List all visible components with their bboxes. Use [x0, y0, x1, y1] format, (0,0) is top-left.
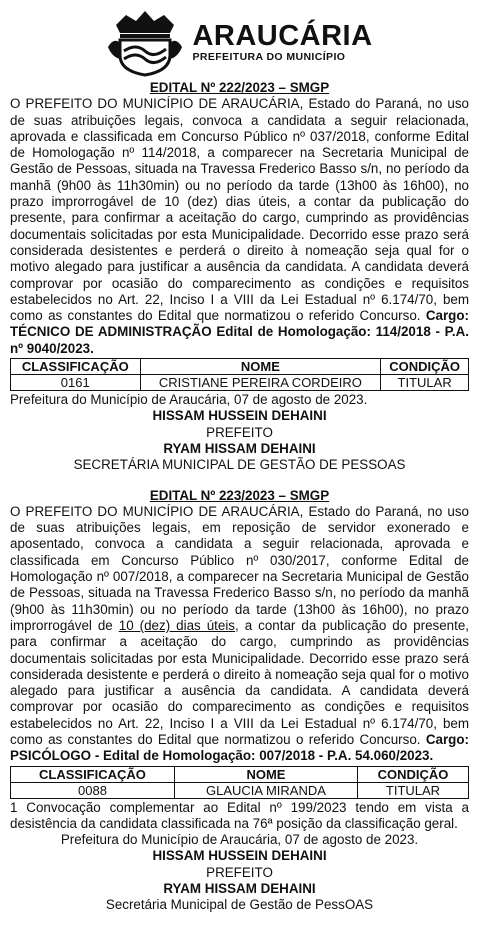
edital-223-title: EDITAL Nº 223/2023 – SMGP	[149, 487, 330, 503]
signer-1-name: HISSAM HUSSEIN DEHAINI	[152, 408, 327, 424]
masthead	[10, 0, 469, 80]
table-header-row	[11, 766, 469, 782]
col-classificacao: CLASSIFICAÇÃO	[11, 359, 141, 375]
edital-223-body	[10, 504, 469, 765]
signer-2-role: SECRETÁRIA MUNICIPAL DE GESTÃO DE PESSOAS	[73, 457, 406, 473]
edital-223-text-b: , a contar da publicação do presente, para confirmar a aceitação do cargo, cumprindo as providências documentais solicitadas por esta Municipalidade. Decorrido esse prazo será considerada desistente e perderá o direito à nomeação seja qual for o motivo alegado para justificar a ausência da candidata. A candidata deverá comprovar por ocasião do comparecimento as condições e requisitos estabelecidos no Art. 22, Inciso I a VIII da Lei Estadual nº 6.174/70, bem como as constantes do Edital que normatizou o referido Concurso.	[10, 617, 469, 747]
edital-223-note: 1 Convocação complementar ao Edital nº 199/2023 tendo em vista a desistência da candidata classificada na 76ª posição da classificação geral.	[10, 799, 469, 831]
signer-1-role: PREFEITO	[206, 864, 273, 880]
table-header-row	[11, 359, 469, 375]
brand-subtitle: PREFEITURA DO MUNICÍPIO	[192, 51, 346, 63]
table-row	[11, 782, 469, 798]
edital-222-table	[10, 358, 469, 391]
col-nome: NOME	[174, 766, 357, 782]
cell-condicao: TITULAR	[381, 375, 469, 391]
brand-name: ARAUCÁRIA	[192, 20, 373, 52]
col-nome: NOME	[140, 359, 381, 375]
cell-nome: GLAUCIA MIRANDA	[174, 782, 357, 798]
edital-222-cargo: Cargo: TÉCNICO DE ADMINISTRAÇÃO Edital de Homologação: 114/2018 - P.A. nº 9040/2023.	[10, 308, 469, 356]
cell-condicao: TITULAR	[357, 782, 468, 798]
table-row	[11, 375, 469, 391]
edital-223-text-a: O PREFEITO DO MUNICÍPIO DE ARAUCÁRIA, Estado do Paraná, no uso de suas atribuições legais, em reposição de servidor exonerado e aposentado, convoca a candidata a seguir relacionada, aprovada e classificada em Concurso Público nº 030/2017, conforme Edital de Homologação nº 007/2018, a comparecer na Secretaria Municipal de Gestão de Pessoas, situada na Travessa Frederico Basso s/n, no período da manhã (9h00 às 11h30min) ou no período da tarde (13h00 às 16h00), no prazo improrrogável de	[10, 503, 469, 633]
edital-222-text: O PREFEITO DO MUNICÍPIO DE ARAUCÁRIA, Estado do Paraná, no uso de suas atribuições legais, convoca a candidata a seguir relacionada, aprovada e classificada em Concurso Público nº 037/2018, conforme Edital de Homologação nº 114/2018, a comparecer na Secretaria Municipal de Gestão de Pessoas, situada na Travessa Frederico Basso s/n, no período da manhã (9h00 às 11h30min) ou no período da tarde (13h00 às 16h00), no prazo improrrogável de 10 (dez) dias úteis, a contar da publicação do presente, para confirmar a aceitação do cargo, cumprindo as providências documentais solicitadas por esta Municipalidade. Decorrido esse prazo será considerada desistentes e perderá o direito à nomeação seja qual for o motivo alegado para justificar a ausência da candidata. A candidata deverá comprovar por ocasião do comparecimento as condições e requisitos estabelecidos no Art. 22, Inciso I a VIII da Lei Estadual nº 6.174/70, bem como as constantes do Edital que normatizou o referido Concurso.	[10, 96, 469, 324]
edital-223-place-date: Prefeitura do Município de Araucária, 07 de agosto de 2023.	[60, 832, 419, 848]
brand-block	[192, 21, 372, 63]
municipal-crest-logo	[106, 7, 184, 77]
signer-2-name: RYAM HISSAM DEHAINI	[163, 881, 316, 897]
section-spacer	[10, 474, 469, 488]
cell-nome: CRISTIANE PEREIRA CORDEIRO	[140, 375, 381, 391]
signer-1-name: HISSAM HUSSEIN DEHAINI	[152, 848, 327, 864]
edital-222-body	[10, 96, 469, 357]
col-condicao: CONDIÇÃO	[357, 766, 468, 782]
cell-classificacao: 0088	[11, 782, 175, 798]
edital-222-title: EDITAL Nº 222/2023 – SMGP	[149, 80, 330, 95]
col-condicao: CONDIÇÃO	[381, 359, 469, 375]
edital-223-deadline: 10 (dez) dias úteis	[118, 617, 235, 633]
col-classificacao: CLASSIFICAÇÃO	[11, 766, 175, 782]
signer-2-role: Secretária Municipal de Gestão de PessOAS	[105, 897, 374, 913]
edital-222-place-date: Prefeitura do Município de Araucária, 07 de agosto de 2023.	[10, 392, 368, 408]
edital-223-cargo: Cargo: PSICÓLOGO - Edital de Homologação: 007/2018 - P.A. 54.060/2023.	[10, 731, 469, 764]
cell-classificacao: 0161	[11, 375, 141, 391]
edital-223-table	[10, 766, 469, 799]
signer-1-role: PREFEITO	[206, 424, 273, 440]
signer-2-name: RYAM HISSAM DEHAINI	[163, 440, 316, 456]
